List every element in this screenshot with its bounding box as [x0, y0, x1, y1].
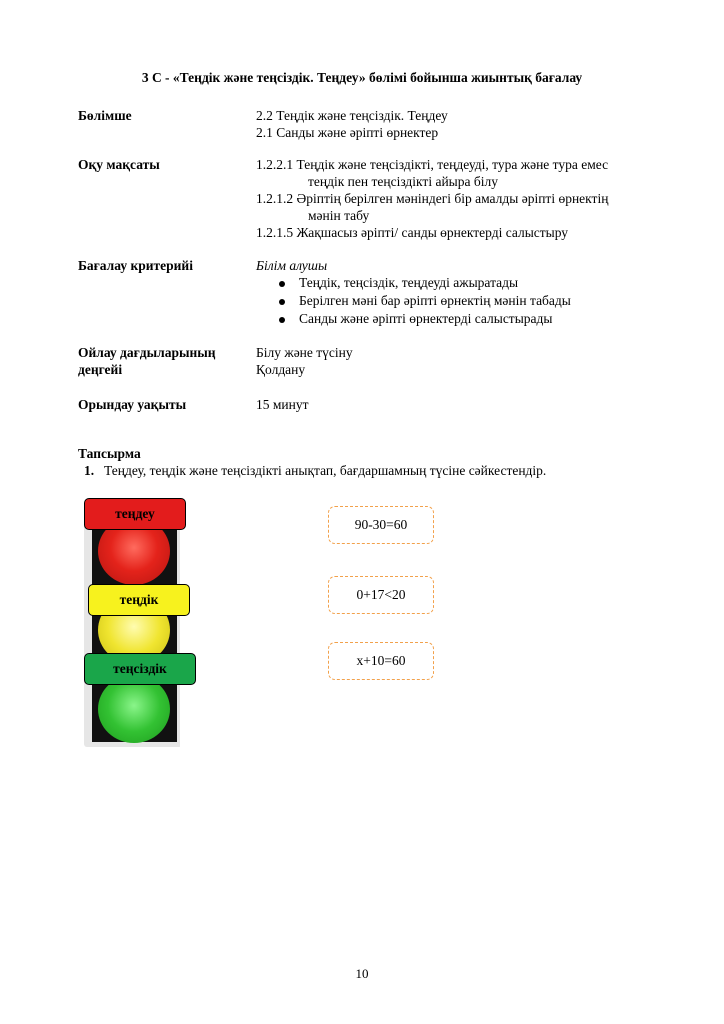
task-heading: Тапсырма — [78, 446, 141, 461]
objective-2: 1.2.1.2 Әріптің берілген мәніндегі бір амалды әріпті өрнектің — [256, 191, 609, 206]
expression-box-1[interactable]: 90-30=60 — [328, 506, 434, 544]
time-value: 15 минут — [256, 397, 309, 412]
criteria-bullet-2: Берілген мәні бар әріпті өрнектің мәнін табады — [299, 293, 571, 308]
bullet-icon — [279, 299, 285, 305]
objective-1-cont: теңдік пен теңсіздікті айыра білу — [308, 174, 498, 189]
thinking-label-line-2: деңгейі — [78, 362, 123, 377]
section-line-1: 2.2 Теңдік және теңсіздік. Теңдеу — [256, 108, 448, 123]
time-label: Орындау уақыты — [78, 397, 187, 412]
task-text: Теңдеу, теңдік және теңсіздікті анықтап, бағдаршамның түсіне сәйкестендір. — [104, 463, 547, 478]
criteria-bullet-3: Санды және әріпті өрнектерді салыстырады — [299, 311, 553, 326]
objective-2-cont: мәнін табу — [308, 208, 370, 223]
page-title: 3 С - «Теңдік және теңсіздік. Теңдеу» бөлімі бойынша жиынтық бағалау — [141, 70, 583, 85]
tag-equation[interactable]: теңдеу — [84, 498, 186, 530]
objective-1: 1.2.2.1 Теңдік және теңсіздікті, теңдеуді, тура және тура емес — [256, 157, 609, 172]
tag-equality[interactable]: теңдік — [88, 584, 190, 616]
page-number: 10 — [355, 966, 369, 981]
bullet-icon — [279, 281, 285, 287]
traffic-light-crop-edge — [180, 505, 188, 750]
thinking-label-line-1: Ойлау дағдыларының — [78, 345, 216, 360]
criteria-bullet-1: Теңдік, теңсіздік, теңдеуді ажыратады — [299, 275, 519, 290]
tag-inequality[interactable]: теңсіздік — [84, 653, 196, 685]
criteria-label: Бағалау критерийі — [78, 258, 193, 273]
section-label: Бөлімше — [78, 108, 132, 123]
expression-box-2[interactable]: 0+17<20 — [328, 576, 434, 614]
task-number: 1. — [84, 463, 95, 478]
objective-3: 1.2.1.5 Жақшасыз әріпті/ санды өрнектерді салыстыру — [256, 225, 569, 240]
expression-box-3[interactable]: x+10=60 — [328, 642, 434, 680]
objectives-label: Оқу мақсаты — [78, 157, 160, 172]
thinking-line-1: Білу және түсіну — [256, 345, 353, 360]
thinking-line-2: Қолдану — [256, 362, 306, 377]
criteria-intro: Білім алушы — [256, 258, 328, 273]
section-line-2: 2.1 Санды және әріпті өрнектер — [256, 125, 439, 140]
bullet-icon — [279, 317, 285, 323]
green-light-icon — [98, 675, 170, 743]
